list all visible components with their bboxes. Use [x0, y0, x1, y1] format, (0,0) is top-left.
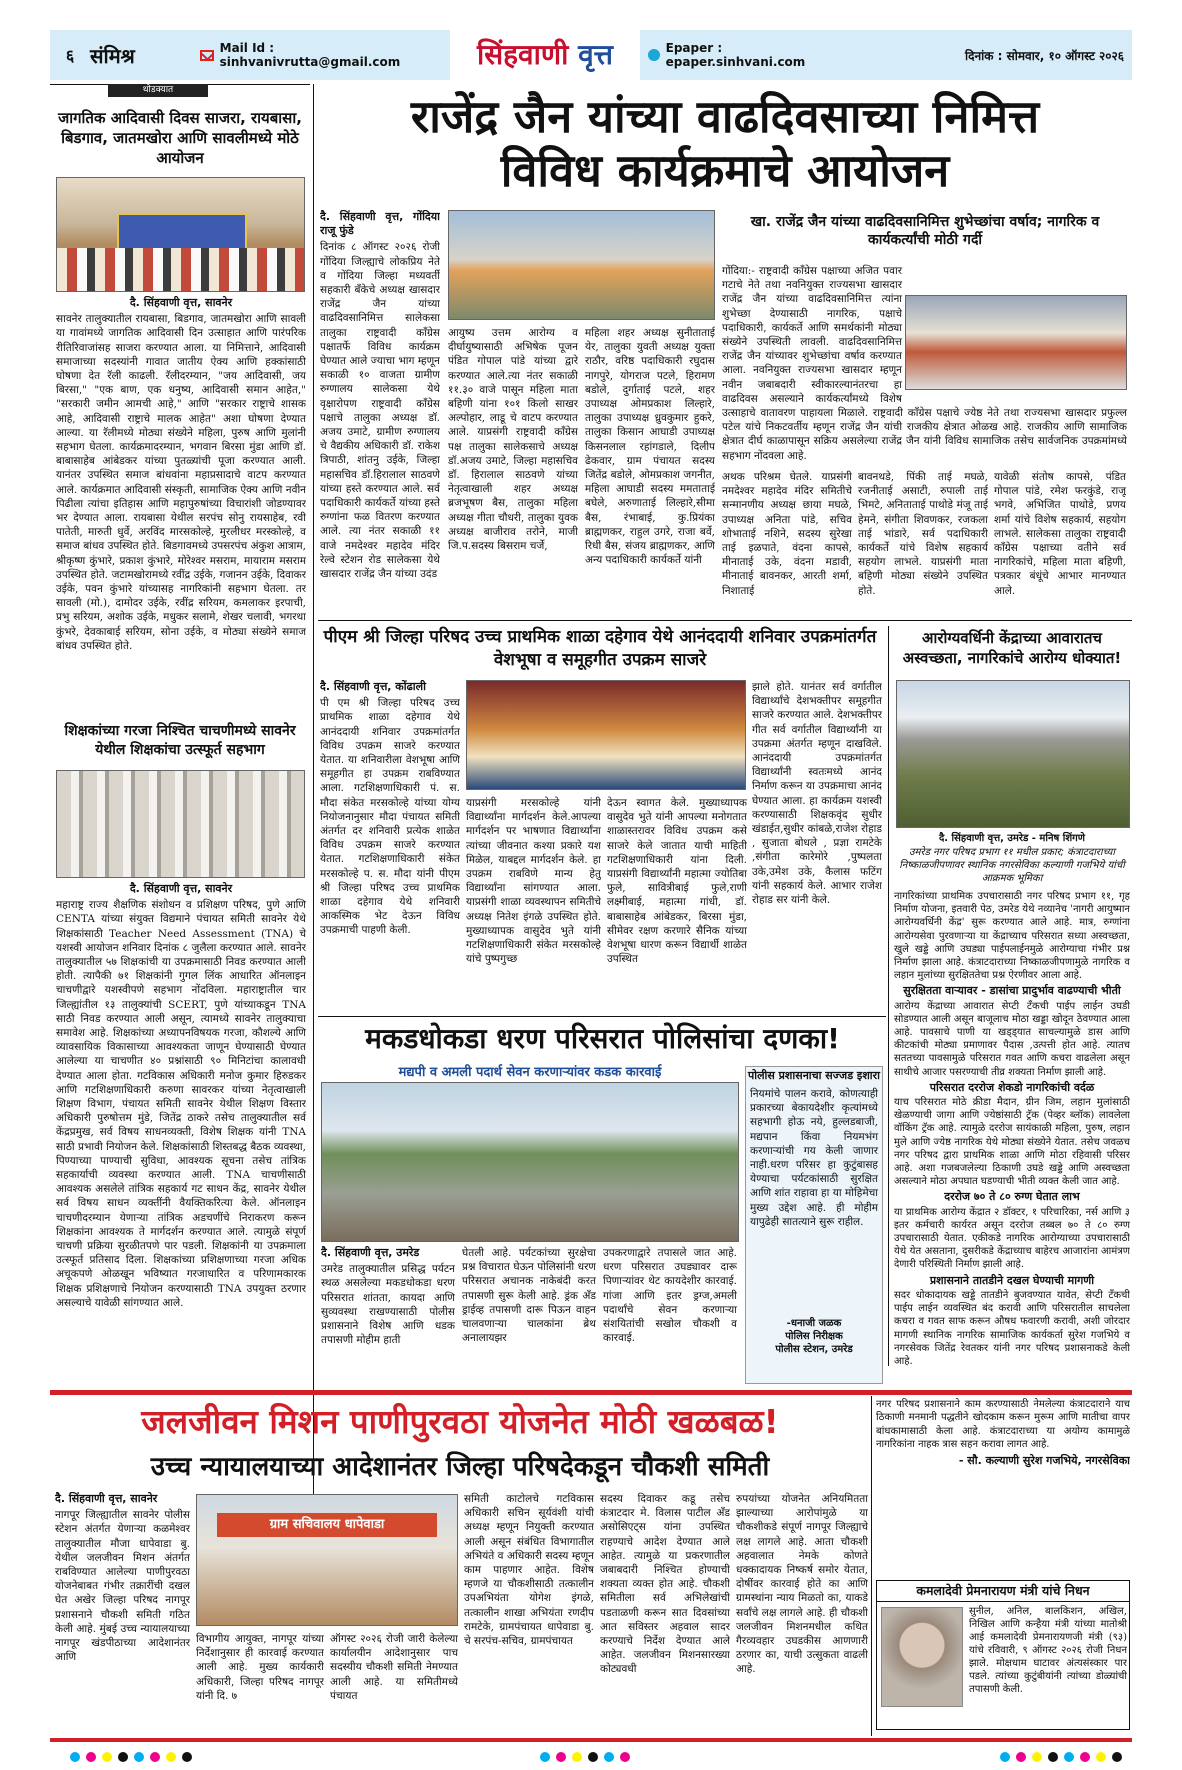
photo-adivasi-day [56, 177, 305, 292]
obituary-photo [881, 1607, 963, 1707]
water-col-5: सदस्य दिवाकर कडू तसेच कंत्राटदार मे. विलास पाटील ॲंड असोसिएट्स यांना उपस्थित राहण्याचे आदेश देण्यात आले आहेत. त्यामुळे या प्रकरणातील जबाबदारी निश्चित होण्याची शक्यता व्यक्त होत आहे. चौकशी समितीला सर्व अभिलेखांची पडताळणी करून सात दिवसांच्या आत सविस्तर अहवाल सादर करण्याचे निर्देश देण्यात आले आहेत. जलजीवन मिशनसारख्या कोट्यवधी [600, 1493, 730, 1676]
masthead-sub: वृत्त [578, 38, 614, 71]
lead-headline-1: राजेंद्र जैन यांच्या वाढदिवसाच्या निमित्त [410, 90, 1040, 143]
article-body: गोंदिया:- राष्ट्रवादी कॉंग्रेस पक्षाच्या अजित पवार गटाचे नेते तथा नवनियुक्त राज्यसभा खासदार राजेंद्र जैन यांच्या वाढदिवसानिमित्त त्यांना शुभेच्छा देण्यासाठी नागरिक, पक्षाचे पदाधिकारी, कार्यकर्ते आणि समर्थकांनी मोठ्या संख्येने उपस्थिती लावली. वाढदिवसानिमित्त राजेंद्र जैन यांच्यावर शुभेच्छांचा वर्षाव करण्यात आला. नवनियुक्त राज्यसभा खासदार म्हणून नवीन जबाबदारी स्वीकारल्यानंतरचा हा वाढदिवस असल्याने कार्यकर्त्यांमध्ये विशेष उत्साहाचे वातावरण पाहायला मिळाले. राष्ट्रवादी कॉंग्रेस पक्षाचे ज्येष्ठ नेते तथा राज्यसभा खासदार प्रफुल्ल पटेल यांचे निकटवर्तीय म्हणून राजेंद्र जैन यांची राजकीय क्षेत्रात ओळख आहे. राजकीय आणि सामाजिक क्षेत्रात दीर्घ काळापासून सक्रिय असलेल्या राजेंद्र जैन यांनी विविध सामाजिक तसेच सार्वजनिक उपक्रमांमध्ये सहभाग नोंदवला आहे. [722, 265, 1127, 462]
byline: दै. सिंहवाणी वृत्त, सावनेर [129, 296, 233, 309]
box-text: नियमांचे पालन करावे, कोणत्याही प्रकारच्या बेकायदेशीर कृत्यांमध्ये सहभागी होऊ नये, हुल्लडबाजी, मद्यपान किंवा नियमभंग करणाऱ्यांची गय केली जाणार नाही.धरण परिसर हा कुटुंबासह येण्याचा पर्यटकांसाठी सुरक्षित आणि शांत राहावा हा या मोहिमेचा मुख्य उद्देश आहे. ही मोहीम यापुढेही सातत्याने सुरू राहील. [750, 1088, 878, 1228]
health-caption: दै. सिंहवाणी वृत्त, उमरेड - मनिष शिंगणे [938, 833, 1086, 844]
box-title: पोलीस प्रशासनाचा सज्जड इशारा [748, 1069, 880, 1082]
lead-col-2: आयुष्य उत्तम आरोग्य व दीर्घायुष्यासाठी अभिषेक पूजन पंडित गोपाल पांडे यांच्या द्वारे करण्यात आले.त्या नंतर सकाळी ११.३० वाजे पासून महिला माता बहिणी यांना १०१ किलो साखर अल्पोहार, लाडू चे वाटप करण्यात आले. याप्रसंगी राष्ट्रवादी कॉंग्रेस पक्ष तालुका सालेकसाचे अध्यक्ष डॉ.अजय उमाटे, जिल्हा महासचिव डॉ. हिरालाल साठवणे यांच्या नेतृत्वाखाली शहर अध्यक्ष ब्रजभूषण बैस, तालुका महिला अध्यक्ष गीता चौधरी, तालुका युवक अध्यक्ष बाजीराव तरोने, माजी जि.प.सदस्य बिसराम चर्जे, [448, 327, 578, 553]
water-col-6: रुपयांच्या योजनेत अनियमितता झाल्याच्या आरोपांमुळे या चौकशीकडे संपूर्ण नागपूर जिल्ह्याचे लक्ष लागले आहे. आता चौकशी अहवालात नेमके कोणते धक्कादायक निष्कर्ष समोर येतात, दोषींवर कारवाई होते का आणि ग्रामस्थांना न्याय मिळतो का, याकडे सर्वांचे लक्ष लागले आहे. ही चौकशी जलजीवन मिशनमधील कथित गैरव्यवहार उघडकीस आणणारी ठरणार का, याची उत्सुकता वाढली आहे. [736, 1493, 868, 1676]
police-col-3: उपकरणाद्वारे तपासले जात आहे. धरण परिसरात उघड्यावर दारू पिणाऱ्यांवर थेट कायदेशीर कारवाई. गांजा आणि इतर ड्रग्ज,अमली पदार्थांचे सेवन करणाऱ्या संशयितांची सखोल चौकशी व कारवाई. [603, 1247, 737, 1345]
obituary-text: सुनील, अनिल, बालकिशन, अखिल, निखिल आणि कन्हैया मंत्री यांच्या मातोश्री आई कमलादेवी प्रेमनारायणजी मंत्री (९३) यांचे रविवारी, ९ ऑगस्ट २०२६ रोजी निधन झाले. मोक्षधाम घाटावर अंत्यसंस्कार पार पडले. त्यांच्या कुटुंबीयांनी त्यांच्या डोळ्यांची तपासणी केली. [969, 1606, 1127, 1695]
byline: दै. सिंहवाणी वृत्त, उमरेड [321, 1246, 420, 1259]
photo-birthday-event [448, 210, 715, 320]
subhead: दररोज ७० ते ८० रुग्ण घेतात लाभ [944, 1190, 1080, 1204]
school-col-1 [320, 680, 460, 1010]
photo-spacer [902, 264, 1127, 394]
box-sig-station: पोलीस स्टेशन, उमरेड [775, 1344, 853, 1355]
water-col-1 [55, 1492, 190, 1728]
article-body: सावनेर तालुक्यातील रायबासा, बिडगाव, जातमखोरा आणि सावली या गावांमध्ये जागतिक आदिवासी दिन उत्साहात आणि पारंपरिक रीतिरिवाजांसह साजरा करण्यात आला. या निमित्ताने, आदिवासी समाजाच्या सदस्यांनी गावात जातीय ऐक्य आणि हक्कांसाठी घोषणा देत रॅली काढली. रॅलीदरम्यान, "जय आदिवासी, जय बिरसा," "एक बाण, एक धनुष्य, आदिवासी समान आहेत," "सरकारी जमीन आमची आहे," आणि "सरकार राष्ट्राचे शासक आहे, आदिवासी राष्ट्राचे मालक आहेत" अशा घोषणा देण्यात आल्या. या रॅलीमध्ये मोठ्या संख्येने महिला, पुरुष आणि मुलांनी सहभाग घेतला. कार्यक्रमादरम्यान, भगवान बिरसा मुंडा आणि डॉ. बाबासाहेब आंबेडकर यांच्या पुतळ्यांची पूजा करण्यात आली. यानंतर उपस्थित समाज बांधवांना महाप्रसादाचे वाटप करण्यात आले. कार्यक्रमात आदिवासी संस्कृती, सामाजिक ऐक्य आणि नवीन पिढीला त्यांचा इतिहास आणि महापुरुषांच्या विचारांशी जोडण्यावर भर देण्यात आला. रायबासा येथील सरपंच सोनु रायसाहेब, रवी पातेती, मारुती धुर्वे, अरविंद मारसकोल्हे, मुरलीधर मरस्कोल्हे, व समाज बांधव उपस्थित होते. बिडगावमध्ये उपसरपंच अंकुश आत्राम, श्रीकृष्ण कुंभारे, प्रकाश कुंभारे, मोरेश्वर मसराम, मायाराम मसराम उपस्थित होते. जटामखोरामध्ये रवींद्र उईके, गजानन उईके, दिवाकर उईके, पवन कुंभारे यांच्यासह नागरिकांनी सहभाग घेतला. तर सावली (मो.), दामोदर उईके, रवींद्र सरियम, कमलाकर इरपाची, प्रभु सरियम, अशोक उईके, मधुकर सलामे, शेखर चलावी, भगरथा कुंभरे, देवकाबाई सरियम, सोना उईके, व मोठ्या संख्येने समाज बांधव उपस्थित होते. [56, 313, 306, 652]
water-subhead: उच्च न्यायालयाच्या आदेशानंतर जिल्हा परिषदेकडून चौकशी समिती [150, 1452, 770, 1482]
globe-icon [648, 49, 660, 61]
byline: दै. सिंहवाणी वृत्त, सावनेर [55, 1492, 158, 1505]
school-col-2: याप्रसंगी मरसकोल्हे यांनी विद्यार्थ्यांना मार्गदर्शन केले.आपल्या मार्गदर्शन पर भाषणात विद्यार्थ्यांना त्यांच्या जीवनात कश्या प्रकारे यश मिळेल, याबद्दल मार्गदर्शन केले. हा उपक्रम राबविणे मान्य हेतु विद्यार्थ्यांना सांगण्यात आला. याप्रसंगी शाळा व्यवस्थापन समितीचे अध्यक्ष नितेश इंगळे उपस्थित होते. मुख्याध्यापक वासुदेव भुते यांनी गटशिक्षणाधिकारी संकेत मरसकोल्हे यांचे पुष्पगुच्छ [466, 797, 601, 966]
article-body: याच परिसरात मोठे क्रीडा मैदान, ग्रीन जिम, लहान मुलांसाठी खेळण्याची जागा आणि ज्येष्ठांसाठी ट्रॅक (पेव्हर ब्लॉक) लावलेला वॉकिंग ट्रॅक आहे. त्यामुळे दररोज सायंकाळी महिला, पुरुष, लहान मुले आणि ज्येष्ठ नागरिक येथे मोठ्या संख्येने येतात. तसेच जवळच नगर परिषद द्वारा प्राथमिक शाळा आणि मोठा रहिवासी परिसर आहे. अशा गजबजलेल्या ठिकाणी उघडे खड्डे आणि अस्वच्छता असल्याने मोठा अपघात घडण्याची भीती व्यक्त केली जात आहे. [894, 1097, 1130, 1188]
byline: दै. सिंहवाणी वृत्त, सावनेर [129, 882, 233, 895]
water-col-4: समिती काटोलचे गटविकास अधिकारी सचिन सूर्यवंशी यांची अध्यक्ष म्हणून नियुक्ती करण्यात आली असून संबंधित विभागातील अभियंते व अधिकारी सदस्य म्हणून काम पाहणार आहेत. विशेष म्हणजे या चौकशीसाठी तत्कालीन उपअभियंता योगेश इंगळे, तत्कालीन शाखा अभियंता रणदीप रामटेके, ग्रामपंचायत धापेवाडा बु. चे सरपंच-सचिव, ग्रामपंचायत [464, 1493, 594, 1648]
photo-health-centre [896, 680, 1130, 828]
lead-col-6: यावेळी संतोष कापसे, पंडित गोपाल पांडे, रमेश फरकुंडे, राजू भगवे, अभिजित पाथोडे, प्रणय शर्मा यांचे विशेष सहकार्य, सहयोग लाभले. सालेकसा तालुका राष्ट्रवादी कॉंग्रेस पक्षाच्या वतीने सर्व नागरिकांचे, महिला माता बहिणी, पत्रकार बंधूंचे आभार मानण्यात आले. [994, 471, 1126, 597]
obituary-headline: कमलादेवी प्रेमनारायण मंत्री यांचे निधन [877, 1581, 1129, 1602]
story-title-adivasi: जागतिक आदिवासी दिवस साजरा, रायबासा, बिडगाव, जातमखोरा आणि सावलीमध्ये मोठे आयोजन [58, 109, 302, 167]
bottom-rule [50, 1738, 1132, 1742]
obituary-box [876, 1580, 1130, 1730]
column-divider [871, 1396, 872, 1736]
brief-tag: थोडक्यात [108, 84, 208, 97]
lead-col-3: महिला शहर अध्यक्ष सुनीताताई येर, तालुका युवती अध्यक्ष युक्ता राठौर, वरिष्ठ पदाधिकारी रघुदास नागपुरे, योगराज पटले, हिरामण बडोले, दुर्गाताई पटले, शहर उपाध्यक्ष ओमप्रकाश लिल्हारे, तालुका उपाध्यक्ष ध्रुवकुमार हुकरे, तालुका किसान आघाडी उपाध्यक्ष किसनलाल रहांगडाले, दिलीप ढेकवार, ग्राम पंचायत सदस्य जितेंद्र बडोले, ओमप्रकाश जगनीत, महिला आघाडी सदस्य ममताताई बघेले, अरुणाताई लिल्हारे,सीमा बैस, रंभाबाई, कु.प्रियंका ब्राह्मणकर, राहुल उगरे, राजा बर्वे, रिधी बैस, संजय ब्राह्मणकर, आणि अन्य पदाधिकारी कार्यकर्ते यांनी [585, 327, 715, 567]
column-divider [888, 626, 889, 1366]
article-body: पी एम श्री जिल्हा परिषद उच्च प्राथमिक शाळा दहेगाव येथे आनंददायी शनिवार उपक्रमांतर्गत विविध उपक्रम साजरे करण्यात येतात. या शनिवारीला वेशभूषा आणि समूहगीत हा उपक्रम राबविण्यात आला. गटशिक्षणाधिकारी पं. स. मौदा संकेत मरसकोल्हे यांच्या योग्य नियोजनानुसार मौदा पंचायत समिती अंतर्गत दर शनिवारी प्रत्येक शाळेत विविध उपक्रम साजरे करण्यात येतात. गटशिक्षणाधिकारी संकेत मरसकोल्हे प. स. मौदा यांनी पीएम श्री जिल्हा परिषद उच्च प्राथमिक शाळा दहेगाव येथे शनिवारी आकस्मिक भेट देऊन विविध उपक्रमाची पाहणी केली. [320, 697, 460, 937]
byline: दै. सिंहवाणी वृत्त, गोंदिया राजू फुंडे [320, 210, 440, 238]
health-article [894, 890, 1130, 1450]
police-col-2: घेतली आहे. पर्यटकांच्या सुरक्षेचा प्रश्न विचारात घेऊन पोलिसांनी धरण परिसरात अचानक नाकेबंदी करत तपासणी सुरू केली आहे. ड्रंक अँड ड्राईव्ह तपासणी दारू पिऊन वाहन चालवणाऱ्या चालकांना ब्रेथ अनालायझर [462, 1247, 596, 1345]
page-number: ६ [65, 46, 75, 65]
police-col-1 [321, 1246, 455, 1386]
registration-marks-right [1000, 1752, 1122, 1762]
quote-text: नगर परिषद प्रशासनाने काम करण्यासाठी नेमलेल्या कंत्राटदाराने याच ठिकाणी मनमानी पद्धतीने खोदकाम करून मुरूम आणि मातीचा वापर बांधकामासाठी केला आहे. कंत्राटदाराच्या या अयोग्य कामामुळे नागरिकांना नाहक त्रास सहन करावा लागत आहे. [876, 1399, 1130, 1451]
article-body: दिनांक ८ ऑगस्ट २०२६ रोजी गोंदिया जिल्ह्याचे लोकप्रिय नेते व गोंदिया जिल्हा मध्यवर्ती सहकारी बँकेचे अध्यक्ष खासदार राजेंद्र जैन यांच्या वाढदिवसानिमित्त सालेकसा तालुका राष्ट्रवादी कॉंग्रेस पक्षातर्फे विविध कार्यक्रम घेण्यात आले ज्याचा भाग म्हणून सकाळी १० वाजता ग्रामीण रुग्णालय सालेकसा येथे वृक्षारोपण राष्ट्रवादी कॉंग्रेस पक्षाचे तालुका अध्यक्ष डॉ. अजय उमाटे, ग्रामीण रुग्णालय चे वैद्यकीय अधिकारी डॉ. राकेश त्रिपाठी, शांतनु उईके, जिल्हा महासचिव डॉ.हिरालाल साठवणे यांच्या हस्ते करण्यात आले. सर्व पदाधिकारी कार्यकर्ते यांच्या हस्ते रुग्णांना फळ वितरण करण्यात आले. त्या नंतर सकाळी ११ वाजे नमदेश्वर महादेव मंदिर रेल्वे स्टेशन रोड सालेकसा येथे खासदार राजेंद्र जैन यांच्या उदंड [320, 241, 440, 581]
office-sign: ग्राम सचिवालय धापेवाडा [217, 1513, 437, 1537]
photo-teachers [56, 770, 305, 878]
byline: दै. सिंहवाणी वृत्त, कोंढाली [320, 680, 426, 693]
epaper-link[interactable] [640, 41, 860, 69]
health-subcaption: उमरेड नगर परिषद प्रभाग ११ मधील प्रकार; कंत्राटदाराच्या निष्काळजीपणावर स्थानिक नगरसेविका कल्याणी गजभिये यांची आक्रमक भूमिका [899, 847, 1125, 884]
subhead: सुरक्षितता वाऱ्यावर - डासांचा प्रादुर्भाव वाढण्याची भीती [903, 984, 1121, 998]
article-body: आरोग्य केंद्राच्या आवारात सेप्टी टँकची पाईप लाईन उघडी सोडण्यात आली असून बाजूलाच मोठा खड्डा खोदून ठेवण्यात आला आहे. पावसाचे पाणी या खड्ड्यात साचल्यामुळे डास आणि कीटकांची मोठ्या प्रमाणावर पैदास ,उत्पत्ती होत आहे. त्यातच सततच्या पावसामुळे परिसरात गवत आणि कचरा वाढलेला असून साथीचे आजार पसरण्याची तीव्र शक्यता निर्माण झाली आहे. [894, 1000, 1130, 1078]
epaper-label: Epaper : epaper.sinhvani.com [665, 41, 806, 69]
divider [318, 1016, 886, 1017]
masthead-main: सिंहवाणी [476, 38, 569, 71]
column-divider [313, 84, 314, 1524]
water-headline: जलजीवन मिशन पाणीपुरवठा योजनेत मोठी खळबळ! [141, 1402, 779, 1441]
subhead: प्रशासनाने तातडीने दखल घेण्याची मागणी [929, 1273, 1095, 1287]
banner-shape [117, 213, 247, 251]
police-headline: मकडधोकडा धरण परिसरात पोलिसांचा दणका! [365, 1022, 840, 1055]
photo-police-action [321, 1082, 739, 1242]
section-name: संमिश्र [90, 43, 135, 68]
photo-school-event [466, 680, 746, 790]
box-sig-title: पोलिस निरीक्षक [785, 1331, 843, 1342]
crowd-shape [57, 248, 305, 292]
issue-date: दिनांक : सोमवार, १० ऑगस्ट २०२६ [965, 48, 1124, 63]
police-subhead: मद्यपी व अमली पदार्थ सेवन करणाऱ्यांवर कडक कारवाई [398, 1065, 662, 1080]
police-warning-box [745, 1066, 883, 1384]
registration-marks-centre [540, 1752, 630, 1762]
school-headline: पीएम श्री जिल्हा परिषद उच्च प्राथमिक शाळा दहेगाव येथे आनंददायी शनिवार उपक्रमांतर्गत वेशभूषा व समूहगीत उपक्रम साजरे [323, 627, 877, 670]
lead-col-1 [320, 210, 440, 615]
side-story-headline: खा. राजेंद्र जैन यांच्या वाढदिवसानिमित्त शुभेच्छांचा वर्षाव; नागरिक व कार्यकर्त्यांची मोठी गर्दी [750, 214, 1100, 248]
water-col-3: ऑगस्ट २०२६ रोजी जारी केलेल्या कार्यालयीन आदेशानुसार पाच सदस्यीय चौकशी समिती नेमण्यात आली आहे. या समितीमध्ये पंचायत [330, 1633, 458, 1702]
photo-gram-sachivalay [196, 1494, 458, 1626]
article-body: महाराष्ट्र राज्य शैक्षणिक संशोधन व प्रशिक्षण परिषद, पुणे आणि CENTA यांच्या संयुक्त विद्यमाने पंचायत समिती सावनेर येथे शिक्षकांसाठी Teacher Need Assessment (TNA) चे यशस्वी आयोजन शनिवार दिनांक ८ जुलैला करण्यात आले. सावनेर तालुक्यातील ५७ शिक्षकांची या उपक्रमासाठी निवड करण्यात आली होती. त्यापैकी ७१ शिक्षकांनी गुगल लिंक आधारित ऑनलाइन चाचणीद्वारे यशस्वीपणे सहभाग नोंदविला. महाराष्ट्रातील चार जिल्ह्यांतील १३ तालुक्यांची SCERT, पुणे यांच्याकडून TNA साठी निवड करण्यात आली असून, त्यामध्ये सावनेर तालुक्याचा समावेश आहे. शिक्षकांच्या अध्यापनविषयक गरजा, कौशल्ये आणि व्यावसायिक विकासाच्या आवश्यकता जाणून घेण्यासाठी घेण्यात आलेल्या या चाचणीत ४० प्रश्नांसाठी ९० मिनिटांचा कालावधी देण्यात आला होता. गटविकास अधिकारी मनोज कुमार हिरुडकर आणि गटशिक्षणाधिकारी करुणा सावरकर यांच्या नेतृत्वाखाली शिक्षण विभाग, पंचायत समिती सावनेर येथील शिक्षण विस्तार अधिकारी पुरुषोत्तम मुंडे, जितेंद्र ठाकरे तसेच तालुक्यातील सर्व केंद्रप्रमुख, सर्व विषय साधनव्यक्ती, विशेष शिक्षक यांनी TNA साठी प्रभावी नियोजन केले. शिक्षकांसाठी शिस्तबद्ध बैठक व्यवस्था, पिण्याच्या पाण्याची सुविधा, आवश्यक सूचना तसेच तांत्रिक सहकार्याची व्यवस्था करण्यात आली. TNA चाचणीसाठी आवश्यक असलेले तांत्रिक सहकार्य गट साधन केंद्र, सावनेर येथील सर्व विषय साधन व्यक्तींनी वैयक्तिकरित्या केले. ऑनलाइन चाचणीदरम्यान येणाऱ्या तांत्रिक अडचणींचे निराकरण करून शिक्षकांना आवश्यक ते मार्गदर्शन करण्यात आले. त्यामुळे संपूर्ण चाचणी प्रक्रिया सुरळीतपणे पार पडली. शिक्षकांनी या उपक्रमाला उत्स्फूर्त प्रतिसाद दिला. शिक्षकांच्या प्रशिक्षणाच्या गरजा अधिक अचूकपणे ओळखून भविष्यात गरजाधारित व परिणामकारक शिक्षक प्रशिक्षणाचे नियोजन करण्यासाठी TNA उपयुक्त ठरणार असल्याचे यावेळी सांगण्यात आले. [56, 899, 306, 1309]
article-adivasi [56, 296, 306, 706]
subhead: परिसरात दररोज शेकडो नागरिकांची वर्दळ [929, 1080, 1095, 1094]
lead-col-4: अथक परिश्रम घेतले. याप्रसंगी नमदेश्वर महादेव मंदिर समितीचे सन्मानणीय अध्यक्ष छाया मघळे, उपाध्यक्ष अनिता पांडे, सचिव शोभाताई नशिने, सदस्य सुरेखा ताई इळपाते, वंदना कापसे, मीनाताई उके, वंदना मडावी, मीनाताई बावनकर, आरती शर्मा, निशाताई [722, 471, 852, 597]
school-col-4: झाले होते. यानंतर सर्व वर्गातील विद्यार्थ्यांचे देशभक्तीपर समूहगीत साजरे करण्यात आले. देशभक्तीपर गीत सर्व वर्गातील विद्यार्थ्यांनी या उपक्रमा अंतर्गत म्हणून दाखविले. आनंददायी उपक्रमांतर्गत विद्यार्थ्यांनी स्वतःमध्ये आनंद निर्माण करून या उपक्रमाचा आनंद घेण्यात आला. हा कार्यक्रम यशस्वी करण्यासाठी शिक्षकवृंद सुधीर खंडाईत,सुधीर कांबळे,राजेश रोहाड , सुजाता बोधले , प्रज्ञा रामटेके ,संगीता कारेमोरे ,पुष्पलता उके,उमेश उके, कैलास फटिंग यांनी सहकार्य केले. आभार राजेश रोहाड सर यांनी केले. [752, 681, 882, 907]
article-body: नागपूर जिल्ह्यातील सावनेर पोलीस स्टेशन अंतर्गत येणाऱ्या कळमेश्वर तालुक्यातील मौजा धापेवाडा बु. येथील जलजीवन मिशन अंतर्गत राबविण्यात आलेल्या पाणीपुरवठा योजनेबाबत गंभीर तक्रारींची दखल घेत अखेर जिल्हा परिषद नागपूर प्रशासनाने चौकशी समिती गठित केली आहे. मुंबई उच्च न्यायालयाच्या नागपूर खंडपीठाच्या आदेशानंतर आणि [55, 1509, 190, 1664]
lead-col-5: बावनथडे, पिंकी ताई मघळे, रजनीताई असाटी, रुपाली ताई भिमटे, अनिताताई पाथोडे मंजू ताई हेमने, संगीता शिवणकर, रजकला ताई भांडारे, सर्व पदाधिकारी कार्यकर्ते यांचे विशेष सहकार्य सहयोग लाभले. याप्रसंगी माता बहिणी मोठ्या संख्येने उपस्थित होते. [858, 471, 988, 597]
article-body: सदर धोकादायक खड्डे तातडीने बुजवण्यात यावेत, सेप्टी टँकची पाईप लाईन व्यवस्थित बंद करावी आणि परिसरातील साचलेला कचरा व गवत साफ करून औषध फवारणी करावी, अशी जोरदार मागणी स्थानिक नागरिक सामाजिक कार्यकर्ता सुरेश गजभिये व नगरसेवक जितेंद्र रेवतकर यांनी नगर परिषद प्रशासनाकडे केली आहे. [894, 1289, 1130, 1367]
health-headline: आरोग्यवर्धिनी केंद्राच्या आवारातच अस्वच्छता, नागरिकांचे आरोग्य धोक्यात! [902, 629, 1122, 667]
school-col-3: देऊन स्वागत केले. मुख्याध्यापक वासुदेव भुते यांनी आपल्या मनोगतात शाळास्तरावर विविध उपक्रम कसे साजरे केले जातात याची माहिती गटशिक्षणाधिकारी यांना दिली. याप्रसंगी विद्यार्थ्यांनी महात्मा ज्योतिबा फुले, सावित्रीबाई फुले,राणी लक्ष्मीबाई, महात्मा गांधी, डॉ. बाबासाहेब आंबेडकर, बिरसा मुंडा, सीमेवर रक्षण करणारे सैनिक यांच्या वेशभूषा धारण करून विद्यार्थी शाळेत उपस्थित [607, 797, 747, 966]
water-col-2: विभागीय आयुक्त, नागपूर यांच्या निर्देशानुसार ही कारवाई करण्यात आली आहे. मुख्य कार्यकारी अधिकारी, जिल्हा परिषद नागपूर यांनी दि. ७ [196, 1633, 324, 1702]
health-quote [876, 1398, 1130, 1516]
article-tna [56, 882, 306, 1442]
page-header [50, 30, 1132, 80]
story-title-tna: शिक्षकांच्या गरजा निश्चित चाचणीमध्ये सावनेर येथील शिक्षकांचा उत्स्फूर्त सहभाग [64, 723, 296, 758]
article-body: उमरेड तालुक्यातील प्रसिद्ध पर्यटन स्थळ असलेल्या मकडधोकडा धरण परिसरात शांतता, कायदा आणि सुव्यवस्था राखण्यासाठी पोलीस प्रशासनाने विशेष आणि धडक तपासणी मोहीम हाती [321, 1263, 455, 1347]
mail-icon [200, 50, 214, 61]
quote-author: - सौ. कल्याणी सुरेश गजभिये, नगरसेविका [958, 1453, 1130, 1467]
article-body: नागरिकांच्या प्राथमिक उपचारासाठी नगर परिषद प्रभाग ११, गृह निर्माण योजना, इतवारी पेठ, उमरेड येथे नव्यानेच 'नागरी आयुष्मान आरोग्यवर्धिनी केंद्र' सुरू करण्यात आले आहे. मात्र, रुग्णांना आरोग्यसेवा पुरवणाऱ्या या केंद्राच्याच परिसरात सध्या अस्वच्छता, खुले खड्डे आणि उघड्या पाईपलाईनमुळे आरोग्याचा गंभीर प्रश्न निर्माण झाला आहे. कंत्राटदाराच्या निष्काळजीपणामुळे नागरिक व लहान मुलांच्या सुरक्षिततेचा प्रश्न ऐरणीवर आला आहे. [894, 891, 1130, 982]
red-rule [50, 1390, 1132, 1395]
mail-label: Mail Id : sinhvanivrutta@gmail.com [219, 41, 401, 69]
mail-id [200, 41, 450, 69]
masthead-logo [450, 30, 640, 80]
divider [318, 620, 1132, 621]
box-sig-name: -धनाजी जळक [786, 1318, 842, 1329]
lead-headline-2: विविध कार्यक्रमाचे आयोजन [500, 144, 950, 197]
side-story-text [722, 264, 1127, 464]
registration-marks-left [70, 1752, 192, 1762]
article-body: या प्राथमिक आरोग्य केंद्रात २ डॉक्टर, १ परिचारिका, नर्स आणि ३ इतर कर्मचारी कार्यरत असून दररोज तब्बल ७० ते ८० रुग्ण उपचारासाठी येतात. एकीकडे नागरिक आरोग्याच्या उपचारासाठी येथे येत असताना, दुसरीकडे केंद्राच्याच बाहेरच आजारांना आमंत्रण देणारी परिस्थिती निर्माण झाली आहे. [894, 1206, 1130, 1271]
